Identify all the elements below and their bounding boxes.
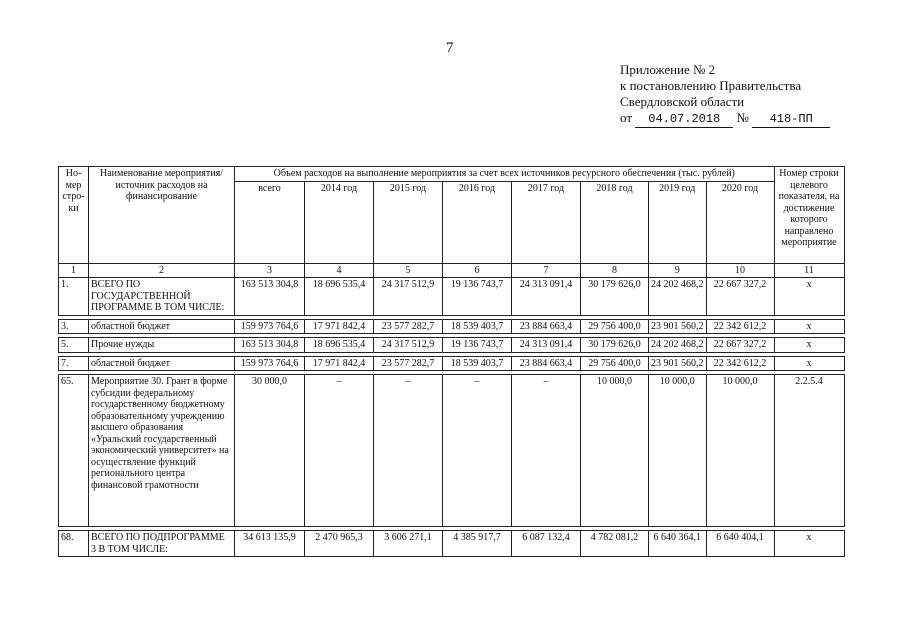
from-label: от [620, 110, 633, 125]
cell-total: 163 513 304,8 [235, 278, 305, 316]
decree-date: 04.07.2018 [635, 111, 733, 128]
cell-total: 34 613 135,9 [235, 531, 305, 557]
cell-2018: 4 782 081,2 [581, 531, 649, 557]
table-row [59, 375, 845, 527]
cell-2015: – [374, 375, 443, 527]
cell-2020: 22 342 612,2 [706, 356, 774, 371]
cell-2016: 4 385 917,7 [443, 531, 512, 557]
cell-total: 159 973 764,6 [235, 319, 305, 334]
col-number: 8 [581, 263, 649, 278]
cell-2019: 24 202 468,2 [649, 338, 707, 353]
cell-2015: 24 317 512,9 [374, 338, 443, 353]
cell-2018: 30 179 626,0 [581, 278, 649, 316]
cell-2017: 23 884 663,4 [512, 319, 581, 334]
row-name: областной бюджет [89, 319, 235, 334]
appendix-title: Приложение № 2 [620, 62, 716, 77]
decree-number: 418-ПП [752, 111, 830, 128]
col-number: 4 [305, 263, 374, 278]
row-name: Прочие нужды [89, 338, 235, 353]
cell-2015: 24 317 512,9 [374, 278, 443, 316]
table-row [59, 338, 845, 353]
row-number: 5. [59, 338, 89, 353]
cell-target: x [774, 531, 844, 557]
cell-2020: 10 000,0 [706, 375, 774, 527]
table-row [59, 278, 845, 316]
row-name: ВСЕГО ПО ПОДПРОГРАММЕ 3 В ТОМ ЧИСЛЕ: [89, 531, 235, 557]
header-name: Наименование мероприятия/источник расходов на финансирование [89, 167, 235, 264]
cell-2016: 18 539 403,7 [443, 356, 512, 371]
cell-2018: 29 756 400,0 [581, 356, 649, 371]
cell-2017: 24 313 091,4 [512, 278, 581, 316]
row-name: областной бюджет [89, 356, 235, 371]
page-number: 7 [446, 40, 454, 56]
col-number: 5 [374, 263, 443, 278]
row-number: 68. [59, 531, 89, 557]
cell-2015: 23 577 282,7 [374, 356, 443, 371]
cell-total: 163 513 304,8 [235, 338, 305, 353]
header-target: Номер строки целевого показателя, на достижение которого направлено мероприятие [774, 167, 844, 264]
cell-total: 159 973 764,6 [235, 356, 305, 371]
funding-table [58, 166, 845, 557]
col-number: 11 [774, 263, 844, 278]
col-number: 1 [59, 263, 89, 278]
cell-2019: 10 000,0 [649, 375, 707, 527]
appendix-header [620, 62, 830, 128]
cell-2016: 19 136 743,7 [443, 278, 512, 316]
col-number: 7 [512, 263, 581, 278]
column-number-row [59, 263, 845, 278]
cell-2015: 23 577 282,7 [374, 319, 443, 334]
header-2015: 2015 год [374, 181, 443, 263]
cell-target: x [774, 356, 844, 371]
table-row [59, 356, 845, 371]
cell-2020: 22 342 612,2 [706, 319, 774, 334]
cell-2019: 23 901 560,2 [649, 319, 707, 334]
header-2019: 2019 год [649, 181, 707, 263]
cell-2016: – [443, 375, 512, 527]
cell-2020: 6 640 404,1 [706, 531, 774, 557]
cell-2014: 18 696 535,4 [305, 278, 374, 316]
number-label: № [736, 110, 749, 125]
cell-2014: 17 971 842,4 [305, 319, 374, 334]
header-2020: 2020 год [706, 181, 774, 263]
cell-2017: 24 313 091,4 [512, 338, 581, 353]
row-name: Мероприятие 30. Грант в форме субсидии федеральному государственному бюджетному образовательному учреждению высшего образования «Уральский государственный экономический университет» на осуществление функций регионального центра финансовой грамотности [89, 375, 235, 527]
decree-date-number [620, 110, 830, 128]
cell-2019: 24 202 468,2 [649, 278, 707, 316]
header-2017: 2017 год [512, 181, 581, 263]
cell-2020: 22 667 327,2 [706, 278, 774, 316]
appendix-line-region: Свердловской области [620, 94, 745, 109]
cell-2016: 18 539 403,7 [443, 319, 512, 334]
cell-2019: 6 640 364,1 [649, 531, 707, 557]
cell-target: x [774, 338, 844, 353]
table-row [59, 319, 845, 334]
row-number: 65. [59, 375, 89, 527]
col-number: 10 [706, 263, 774, 278]
cell-2020: 22 667 327,2 [706, 338, 774, 353]
cell-target: x [774, 278, 844, 316]
cell-target: x [774, 319, 844, 334]
row-number: 3. [59, 319, 89, 334]
header-2016: 2016 год [443, 181, 512, 263]
cell-2016: 19 136 743,7 [443, 338, 512, 353]
col-number: 6 [443, 263, 512, 278]
cell-2018: 30 179 626,0 [581, 338, 649, 353]
row-number: 7. [59, 356, 89, 371]
cell-2018: 29 756 400,0 [581, 319, 649, 334]
cell-2017: 6 087 132,4 [512, 531, 581, 557]
cell-2017: – [512, 375, 581, 527]
row-name: ВСЕГО ПО ГОСУДАРСТВЕННОЙ ПРОГРАММЕ В ТОМ ЧИСЛЕ: [89, 278, 235, 316]
cell-2014: 18 696 535,4 [305, 338, 374, 353]
cell-2018: 10 000,0 [581, 375, 649, 527]
col-number: 3 [235, 263, 305, 278]
header-row-number: Но-мер стро-ки [59, 167, 89, 264]
cell-2017: 23 884 663,4 [512, 356, 581, 371]
cell-2015: 3 606 271,1 [374, 531, 443, 557]
col-number: 9 [649, 263, 707, 278]
cell-2014: 2 470 965,3 [305, 531, 374, 557]
cell-total: 30 000,0 [235, 375, 305, 527]
header-2018: 2018 год [581, 181, 649, 263]
cell-target: 2.2.5.4 [774, 375, 844, 527]
appendix-line-decree: к постановлению Правительства [620, 78, 802, 93]
cell-2019: 23 901 560,2 [649, 356, 707, 371]
header-2014: 2014 год [305, 181, 374, 263]
header-total: всего [235, 181, 305, 263]
cell-2014: – [305, 375, 374, 527]
row-number: 1. [59, 278, 89, 316]
header-volume: Объем расходов на выполнение мероприятия за счет всех источников ресурсного обеспечения (тыс. рублей) [235, 167, 775, 182]
cell-2014: 17 971 842,4 [305, 356, 374, 371]
table-row [59, 531, 845, 557]
col-number: 2 [89, 263, 235, 278]
